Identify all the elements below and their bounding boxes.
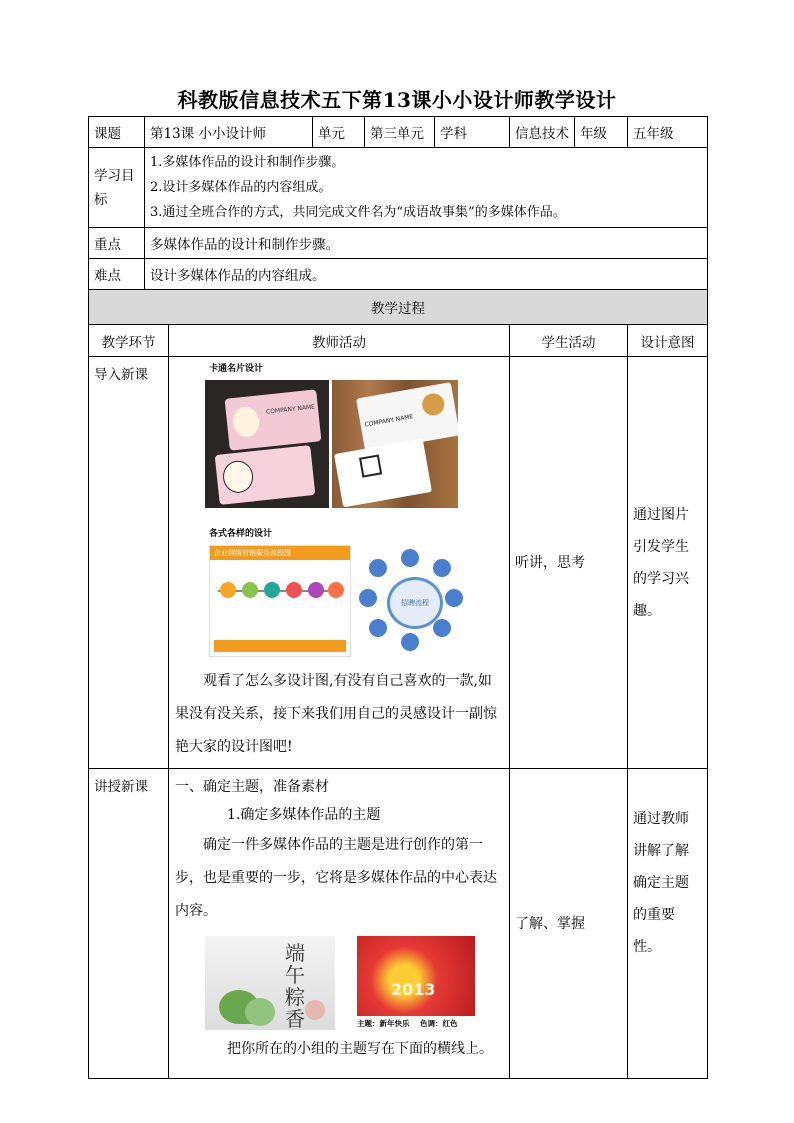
header-row bbox=[89, 117, 708, 148]
difficulty-row bbox=[89, 259, 708, 290]
table-row bbox=[89, 357, 708, 769]
difficulty-value: 设计多媒体作品的内容组成。 bbox=[145, 259, 708, 290]
diagram-images bbox=[209, 545, 503, 657]
teacher-paragraph: 确定一件多媒体作品的主题是进行创作的第一步，也是重要的一步，它将是多媒体作品的中心表达内容。 bbox=[175, 837, 497, 919]
key-point-value: 多媒体作品的设计和制作步骤。 bbox=[145, 228, 708, 259]
theme-images bbox=[205, 936, 503, 1030]
goals-row bbox=[89, 148, 708, 228]
image-caption: 各式各样的设计 bbox=[209, 529, 273, 539]
closing-line: 把你所在的小组的主题写在下面的横线上。 bbox=[227, 1041, 493, 1057]
key-point-row bbox=[89, 228, 708, 259]
section-heading: 一、确定主题，准备素材 bbox=[175, 779, 329, 795]
new-year-image-wrap bbox=[357, 936, 475, 1030]
student-activity-cell: 听讲，思考 bbox=[510, 357, 628, 769]
section-subheading: 1.确定多媒体作品的主题 bbox=[227, 807, 381, 823]
process-title-row bbox=[89, 290, 708, 325]
columns-row bbox=[89, 325, 708, 357]
intent-cell: 通过图片引发学生的学习兴趣。 bbox=[628, 357, 708, 769]
intent-cell: 通过教师讲解了解确定主题的重要性。 bbox=[628, 769, 708, 1079]
subject-label: 学科 bbox=[435, 117, 510, 148]
teacher-paragraph: 观看了怎么多设计图,有没有自己喜欢的一款,如果没有没关系，接下来我们用自己的灵感设计一副惊艳大家的设计图吧! bbox=[175, 673, 497, 755]
lesson-value: 第13课 小小设计师 bbox=[145, 117, 313, 148]
dragon-boat-image: 端午粽香 bbox=[205, 936, 335, 1030]
difficulty-label: 难点 bbox=[89, 259, 145, 290]
goal-item: 3.通过全班合作的方式，共同完成文件名为“成语故事集”的多媒体作品。 bbox=[150, 205, 566, 220]
subject-value: 信息技术 bbox=[510, 117, 575, 148]
page-title: 科教版信息技术五下第13课小小设计师教学设计 bbox=[177, 88, 617, 112]
image-caption: 主题：新年快乐 色调：红色 bbox=[357, 1019, 458, 1028]
new-year-image: 2013 bbox=[357, 936, 475, 1016]
goal-item: 1.多媒体作品的设计和制作步骤。 bbox=[150, 155, 345, 170]
teacher-activity-cell bbox=[169, 769, 510, 1079]
unit-value: 第三单元 bbox=[365, 117, 435, 148]
teacher-activity-cell bbox=[169, 357, 510, 769]
process-title: 教学过程 bbox=[89, 290, 708, 325]
goals-list bbox=[145, 148, 708, 228]
card-images bbox=[205, 380, 503, 508]
lesson-label: 课题 bbox=[89, 117, 145, 148]
student-activity-cell: 了解、掌握 bbox=[510, 769, 628, 1079]
key-point-label: 重点 bbox=[89, 228, 145, 259]
column-header: 学生活动 bbox=[510, 325, 628, 357]
stage-cell: 讲授新课 bbox=[89, 769, 169, 1079]
column-header: 设计意图 bbox=[628, 325, 708, 357]
column-header: 教学环节 bbox=[89, 325, 169, 357]
goal-item: 2.设计多媒体作品的内容组成。 bbox=[150, 180, 332, 195]
flow-chart-image: 企业网络营销服务流程图 bbox=[209, 545, 351, 657]
cartoon-card-image: COMPANY NAME bbox=[205, 380, 329, 508]
business-card-image: COMPANY NAME bbox=[332, 380, 458, 508]
unit-label: 单元 bbox=[313, 117, 365, 148]
grade-label: 年级 bbox=[575, 117, 628, 148]
cycle-diagram-image: 招聘流程 bbox=[357, 545, 467, 655]
lesson-plan-table bbox=[88, 116, 708, 1079]
grade-value: 五年级 bbox=[628, 117, 708, 148]
image-caption: 卡通名片设计 bbox=[209, 364, 264, 374]
goals-label: 学习目标 bbox=[89, 148, 145, 228]
stage-cell: 导入新课 bbox=[89, 357, 169, 769]
column-header: 教师活动 bbox=[169, 325, 510, 357]
table-row bbox=[89, 769, 708, 1079]
